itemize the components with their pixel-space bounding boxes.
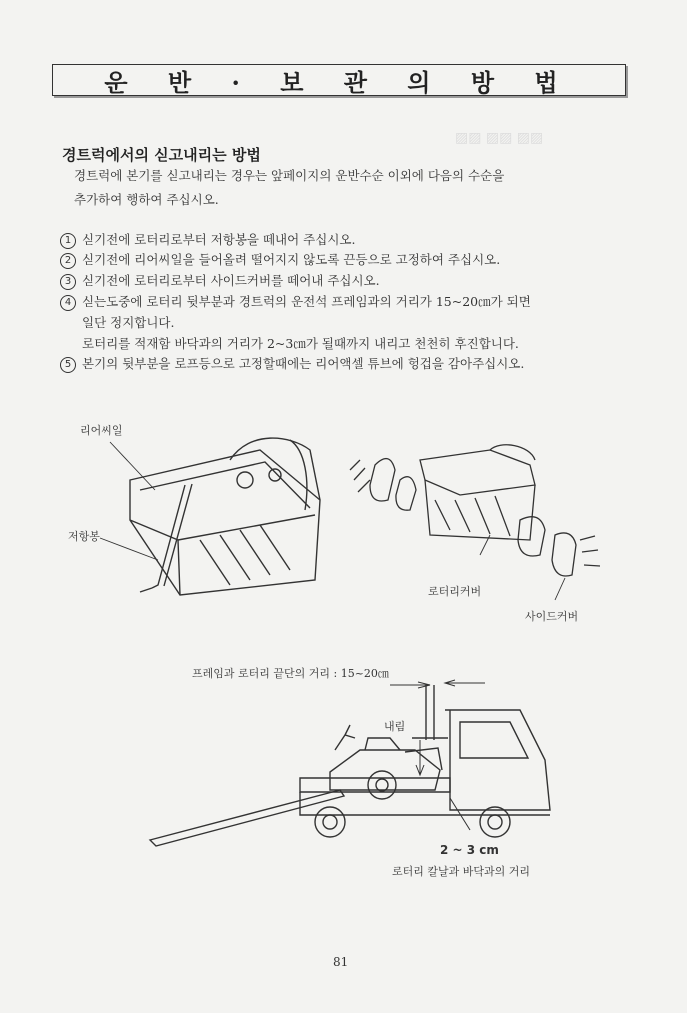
step-number: 5 — [60, 357, 76, 373]
step-4-continuation-2: 로터리를 적재함 바닥과의 거리가 2~3㎝가 될때까지 내리고 천천히 후진합니다. — [82, 336, 519, 351]
step-2 — [60, 250, 500, 269]
intro-line-2: 추가하여 행하여 주십시오. — [74, 192, 219, 207]
step-text: 싣기전에 로터리로부터 저항봉을 떼내어 주십시오. — [82, 232, 356, 247]
gap-caption: 로터리 칼날과 바닥과의 거리 — [392, 865, 531, 878]
intro-line-1: 경트럭에 본기를 싣고내리는 경우는 앞페이지의 운반수순 이외에 다음의 수순을 — [74, 168, 505, 183]
gap-label: 2 ~ 3 cm — [440, 843, 499, 857]
step-number: 1 — [60, 233, 76, 249]
step-4 — [60, 292, 531, 311]
side-cover-label: 사이드커버 — [525, 610, 579, 623]
step-text: 본기의 뒷부분을 로프등으로 고정할때에는 리어액셀 튜브에 헝겁을 감아주십시오. — [82, 356, 525, 371]
rotary-cover-label: 로터리커버 — [428, 585, 482, 598]
truck-loading-illustration — [150, 680, 570, 860]
step-text: 싣는도중에 로터리 뒷부분과 경트럭의 운전석 프레임과의 거리가 15~20㎝가 되면 — [82, 294, 531, 309]
lower-label: 내림 — [384, 720, 406, 733]
step-text: 싣기전에 로터리로부터 사이드커버를 떼어내 주십시오. — [82, 273, 380, 288]
section-heading: 경트럭에서의 싣고내리는 방법 — [62, 146, 261, 164]
resistance-bar-label: 저항봉 — [68, 530, 100, 543]
page-title: 운 반 · 보 관 의 방 법 — [52, 64, 626, 96]
step-3 — [60, 271, 380, 290]
step-number: 2 — [60, 253, 76, 269]
step-4-continuation-1: 일단 정지합니다. — [82, 315, 175, 330]
page-number: 81 — [333, 955, 349, 969]
rear-seal-label: 리어씨일 — [80, 424, 123, 437]
bleed-through-text: ▨▨ ▨▨ ▨▨ — [455, 130, 544, 146]
step-number: 4 — [60, 295, 76, 311]
rotary-cover-exploded-illustration — [340, 440, 620, 600]
step-5 — [60, 354, 524, 373]
step-number: 3 — [60, 274, 76, 290]
step-1 — [60, 230, 355, 249]
rotary-tiller-illustration — [60, 420, 340, 610]
step-text: 싣기전에 리어씨일을 들어올려 떨어지지 않도록 끈등으로 고정하여 주십시오. — [82, 252, 501, 267]
frame-distance-label: 프레임과 로터리 끝단의 거리 : 15~20㎝ — [192, 667, 389, 680]
